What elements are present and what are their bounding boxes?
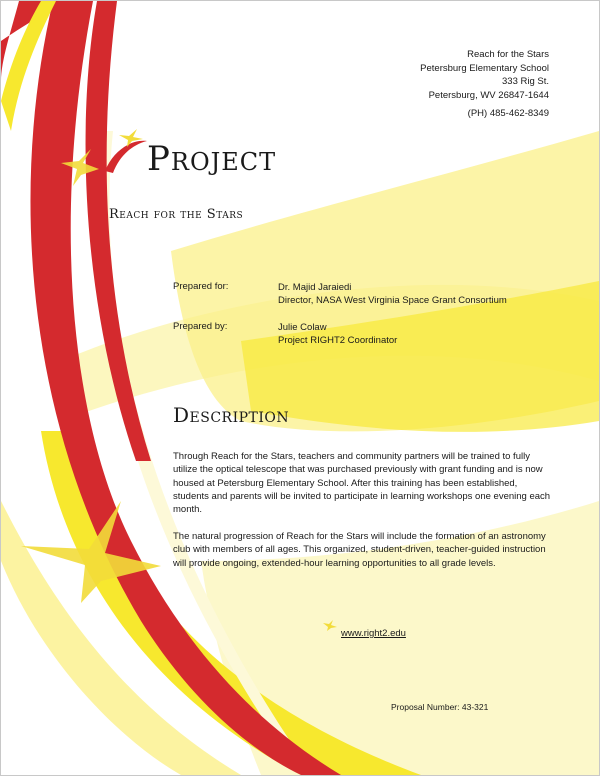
- prepared-by-role: Project RIGHT2 Coordinator: [278, 335, 398, 346]
- prepared-for-label: Prepared for:: [173, 281, 229, 292]
- sender-phone: (PH) 485-462-8349: [467, 108, 549, 119]
- prepared-for-name: Dr. Majid Jaraiedi: [278, 282, 352, 293]
- prepared-by-name: Julie Colaw: [278, 322, 327, 333]
- prepared-for-role: Director, NASA West Virginia Space Grant Consortium: [278, 295, 507, 306]
- description-heading: Description: [173, 403, 290, 427]
- proposal-number: Proposal Number: 43-321: [391, 702, 489, 712]
- page-subtitle: Reach for the Stars: [109, 207, 244, 222]
- website-link[interactable]: www.right2.edu: [341, 628, 406, 639]
- page-title: Project: [147, 139, 277, 179]
- sender-address: [289, 48, 549, 102]
- sender-line-4: Petersburg, WV 26847-1644: [428, 89, 549, 101]
- sender-line-2: Petersburg Elementary School: [420, 62, 549, 74]
- prepared-by-label: Prepared by:: [173, 321, 228, 332]
- sender-line-1: Reach for the Stars: [467, 49, 549, 60]
- description-paragraph-2: The natural progression of Reach for the Stars will include the formation of an astronomy club with members of all ages. This organized, student-driven, teacher-guided instruction will provide ongoing, extended-hour learning opportunities to all grade levels.: [173, 531, 546, 569]
- sender-line-3: 333 Rig St.: [502, 76, 549, 87]
- description-paragraph-1: Through Reach for the Stars, teachers and community partners will be trained to fully utilize the optical telescope that was purchased previously with grant funding and is now housed at Petersburg Elementary School. After this training has been established, students and parents will be invited to participate in learning workshops one evening each month.: [173, 451, 551, 516]
